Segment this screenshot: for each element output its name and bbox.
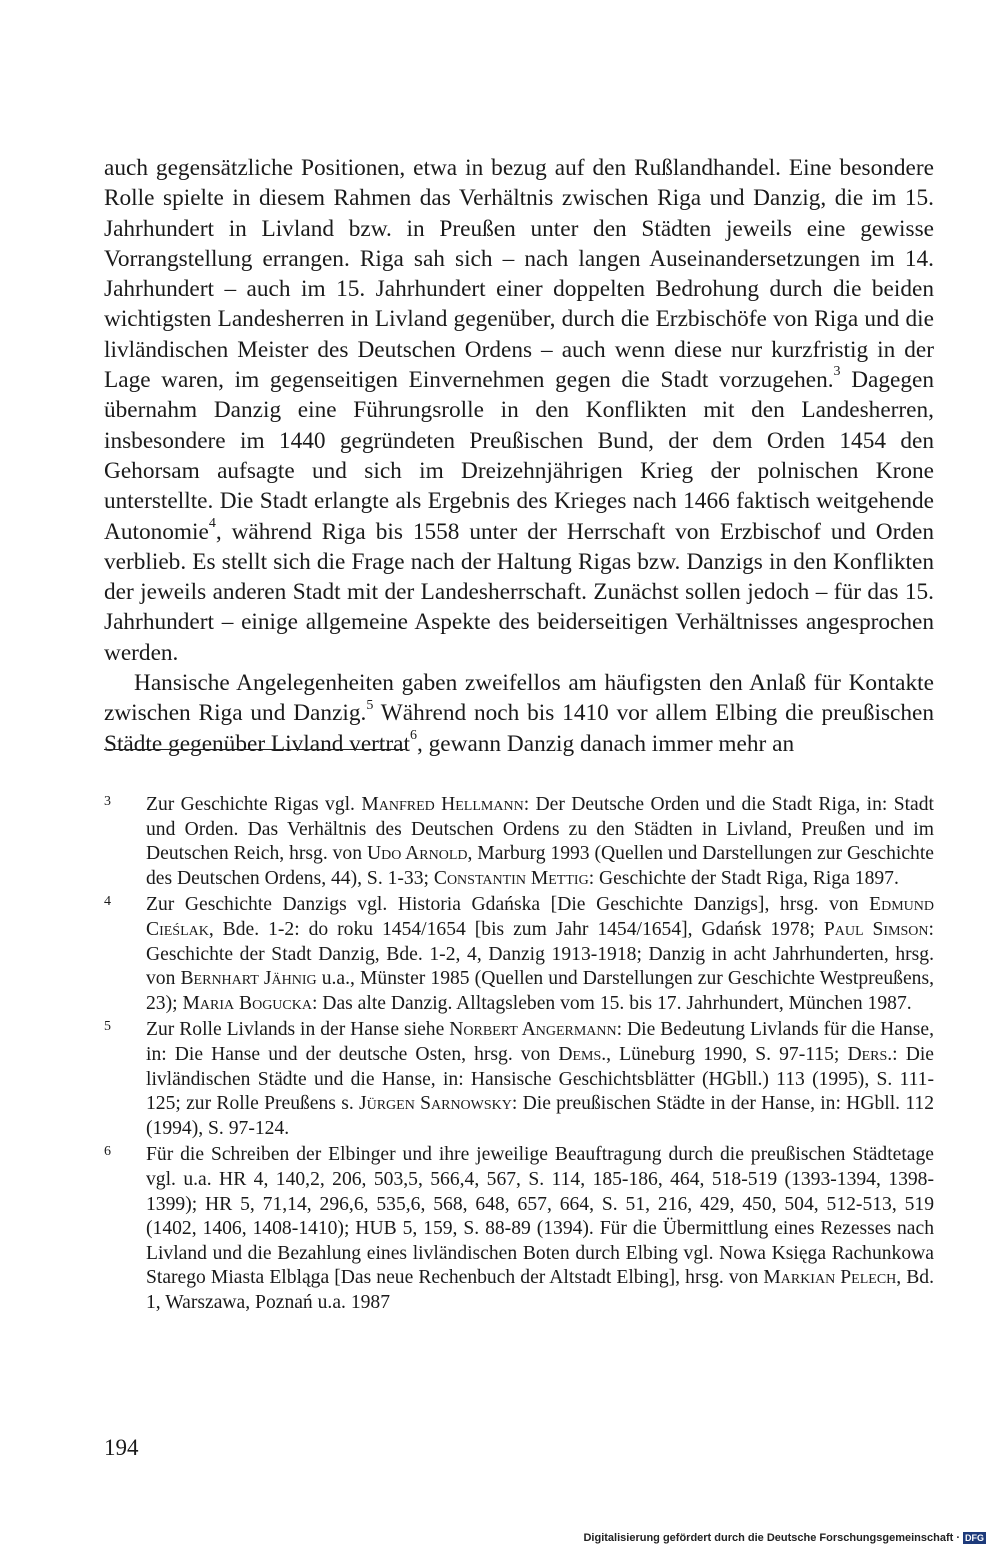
author-name: Markian Pelech [763, 1267, 897, 1289]
author-name: Bernhart Jähnig [180, 968, 317, 990]
footnote-ref-5[interactable]: 5 [366, 697, 374, 713]
footnote-text: Für die Schreiben der Elbinger und ihre jeweilige Beauftragung durch die preußischen Städtetage vgl. u.a. HR 4, 140,2, 206, 503,5, 566,4, 567, S. 114, 185-186, 464, 518-519 (1393-1394, 1398-1399); HR 5, 71,14, 296,6, 535,6, 568, 648, 657, 664, S. 51, 216, 429, 450, 504, 512-513, 519 (1402, 1406, 1408-1410); HUB 5, 159, S. 88-89 (1394). Für die Übermittlung eines Rezesses nach Livland und die Bezahlung eines livländischen Boten durch Elbing vgl. Nowa Księga Rachunkowa Starego Miasta Elbląga [Das neue Rechenbuch der Altstadt Elbing], hrsg. von [146, 1144, 934, 1289]
footnote-text: : Das alte Danzig. Alltagsleben vom 15. bis 17. Jahrhundert, München 1987. [311, 992, 912, 1014]
footnote-number: 4 [104, 894, 111, 910]
footnote-text: : Die livländischen Städte und die Hanse, in: Hansische Geschichtsblätter (HGbll.) 113 (1995), S. 111-125; zur Rolle Preußens s. [146, 1043, 934, 1115]
footnote-text: , Lüneburg 1990, S. 97-115; [606, 1043, 848, 1065]
footnote-ref-4[interactable]: 4 [208, 515, 216, 531]
paragraph-1-part-c: , während Riga bis 1558 unter der Herrschaft von Erzbischof und Orden verblieb. Es stellt sich die Frage nach der Haltung Rigas bzw. Danzigs in den Konflikten der jeweils anderen Stadt mit der Landesherrschaft. Zunächst sollen jedoch – für das 15. Jahrhundert – einige allgemeine Aspekte des beiderseitigen Verhältnisses angesprochen werden. [104, 518, 934, 666]
paragraph-1-part-b: Dagegen übernahm Danzig eine Führungsrolle in den Konflikten mit den Landesherren, insbesondere im 1440 gegründeten Preußischen Bund, der dem Orden 1454 den Gehorsam aufsagte und sich im Dreizehnjährigen Krieg der polnischen Krone unterstellte. Die Stadt erlangte als Ergebnis des Krieges nach 1466 faktisch weitgehende Autonomie [104, 367, 934, 545]
footnote-ref-3[interactable]: 3 [833, 364, 841, 380]
footnote-text: u.a., Münster 1985 (Quellen und Darstellungen zur Geschichte Westpreußens, 23); [146, 968, 934, 1014]
paragraph-2-part-b: Während noch bis 1410 vor allem Elbing die preußischen Städte gegenüber Livland vertrat [104, 700, 934, 757]
footnote-text: , Bde. 1-2: do roku 1454/1654 [bis zum Jahr 1454/1654], Gdańsk 1978; [208, 918, 824, 940]
footnote-ref-6[interactable]: 6 [409, 727, 417, 743]
author-name: Paul Simson [823, 918, 929, 940]
footnote-text: : Geschichte der Stadt Danzig, Bde. 1-2, 4, Danzig 1913-1918; Danzig in acht Jahrhunderten, hrsg. von [146, 918, 934, 990]
footnote-text: : Der Deutsche Orden und die Stadt Riga, in: Stadt und Orden. Das Verhältnis des Deutschen Ordens zu den Städten in Livland, Preußen und im Deutschen Reich, hrsg. von [146, 794, 934, 865]
footnote-text: : Geschichte der Stadt Riga, Riga 1897. [588, 867, 899, 889]
footnote-text: : Die preußischen Städte in der Hanse, in: HGbll. 112 (1994), S. 97-124. [146, 1093, 934, 1139]
footnote-text: Zur Rolle Livlands in der Hanse siehe [146, 1019, 450, 1041]
author-name: Ders. [847, 1043, 893, 1065]
dfg-logo-icon: DFG [965, 1533, 984, 1543]
author-name: Norbert Angermann [449, 1019, 617, 1041]
footnote-number: 6 [104, 1144, 111, 1160]
footnote-text: , Marburg 1993 (Quellen und Darstellungen zur Geschichte des Deutschen Ordens, 44), S. 1-33; [146, 843, 934, 889]
footnote-text: Zur Geschichte Danzigs vgl. Historia Gdańska [Die Geschichte Danzigs], hrsg. von [146, 894, 870, 916]
footnote-text: : Die Bedeutung Livlands für die Hanse, in: Die Hanse und der deutsche Osten, hrsg. von [146, 1019, 934, 1065]
main-text [104, 153, 934, 759]
footnote-number: 3 [104, 794, 111, 809]
page-number: 194 [104, 1435, 139, 1460]
paragraph-1 [104, 153, 934, 668]
author-name: Manfred Hellmann [361, 794, 524, 815]
footnote-5 [104, 1018, 934, 1141]
footnote-4 [104, 893, 934, 1016]
author-name: Constantin Mettig [433, 867, 589, 889]
author-name: Jürgen Sarnowsky [358, 1093, 512, 1115]
credit-text: Digitalisierung gefördert durch die Deutsche Forschungsgemeinschaft · [583, 1532, 960, 1544]
paragraph-2-part-c: , gewann Danzig danach immer mehr an [416, 730, 795, 757]
footnotes [104, 793, 934, 1317]
footnote-text: , Bd. 1, Warszawa, Poznań u.a. 1987 [146, 1267, 934, 1313]
paragraph-2 [104, 668, 934, 759]
author-name: Edmund Cieślak [146, 894, 934, 940]
footnote-text: Zur Geschichte Rigas vgl. [146, 794, 362, 815]
digitization-credit [583, 1532, 986, 1544]
author-name: Udo Arnold [366, 843, 468, 865]
footnote-number: 5 [104, 1019, 111, 1035]
footnote-6 [104, 1143, 934, 1315]
footnote-separator [104, 749, 405, 750]
footnote-3 [104, 793, 934, 891]
author-name: Maria Bogucka [182, 992, 312, 1014]
paragraph-1-part-a: auch gegensätzliche Positionen, etwa in bezug auf den Rußlandhandel. Eine besondere Rolle spielte in diesem Rahmen das Verhältnis zwischen Riga und Danzig, die im 15. Jahrhundert in Livland bzw. in Preußen unter den Städten jeweils eine gewisse Vorrangstellung errangen. Riga sah sich – nach langen Auseinandersetzungen im 14. Jahrhundert – auch im 15. Jahrhundert einer doppelten Bedrohung durch die beiden wichtigsten Landesherren in Livland gegenüber, durch die Erzbischöfe von Riga und die livländischen Meister des Deutschen Ordens – auch wenn diese nur kurzfristig in der Lage waren, im gegenseitigen Einvernehmen gegen die Stadt vorzugehen. [104, 155, 934, 394]
author-name: Dems. [558, 1043, 607, 1065]
paragraph-2-part-a: Hansische Angelegenheiten gaben zweifellos am häufigsten den Anlaß für Kontakte zwischen Riga und Danzig. [104, 670, 934, 727]
